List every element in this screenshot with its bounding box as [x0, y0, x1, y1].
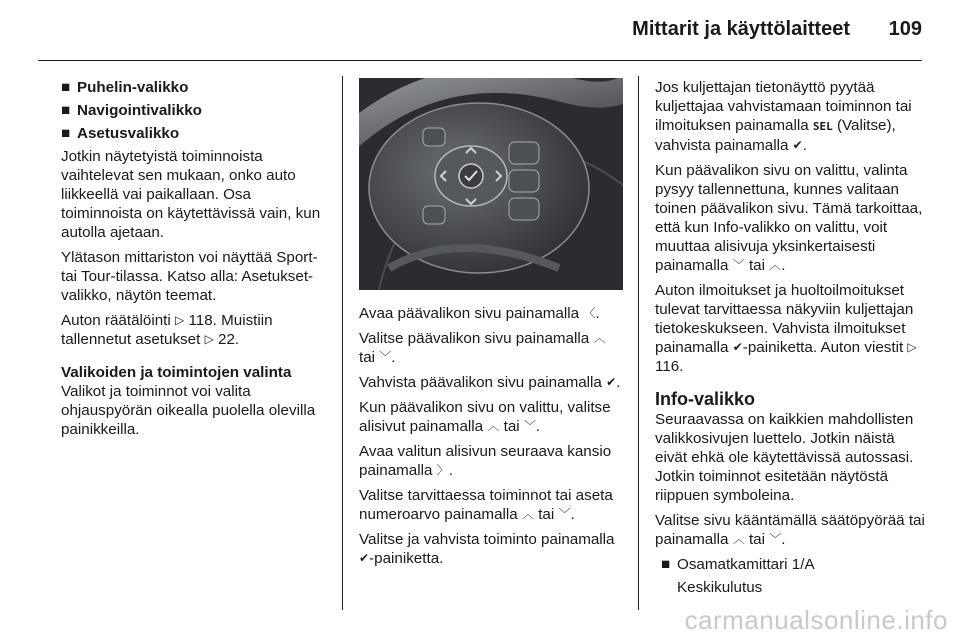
chevron-down-icon: ﹀	[379, 350, 392, 364]
chevron-up-icon: ︿	[521, 507, 534, 521]
page-reference-icon: ▷	[907, 340, 917, 354]
subheading: Valikoiden ja toimintojen valinta	[61, 364, 292, 381]
header-rule	[38, 60, 922, 61]
chevron-down-icon: ﹀	[732, 258, 745, 272]
column-divider-2	[638, 76, 639, 610]
column-1	[61, 78, 333, 445]
chevron-down-icon: ﹀	[558, 507, 571, 521]
checkmark-icon: ✔	[606, 375, 617, 389]
chevron-right-icon: 〉	[436, 463, 449, 477]
paragraph: Kun päävalikon sivu on valittu, valinta pysyy tallennettuna, kunnes valitaan toinen päävalikon sivu. Tämä tarkoittaa, että kun Info-valikko on valittu, voit muuttaa alisivuja yksinkertaisesti painamalla ﹀ tai ︿.	[655, 162, 923, 274]
column-3	[655, 78, 925, 597]
paragraph: Avaa päävalikon sivu painamalla 〈.	[359, 305, 600, 322]
checkmark-icon: ✔	[792, 138, 803, 152]
page-header	[0, 0, 960, 62]
bullet-square-icon: ■	[61, 79, 71, 96]
paragraph: Vahvista päävalikon sivu painamalla ✔.	[359, 374, 621, 391]
paragraph: Kun päävalikon sivu on valittu, valitse alisivut painamalla ︿ tai ﹀.	[359, 399, 611, 435]
paragraph: Valikot ja toiminnot voi valita ohjauspyörän oikealla puolella olevilla painikkeilla.	[61, 383, 316, 438]
paragraph: Jos kuljettajan tietonäyttö pyytää kuljettajaa vahvistamaan toiminnon tai ilmoituksen painamalla SEL (Valitse), vahvista painamalla ✔.	[655, 79, 912, 154]
list-item: ■ Navigointivalikko	[61, 102, 202, 119]
bullet-square-icon: ■	[61, 102, 71, 119]
list-item: ■ Puhelin-valikko	[61, 79, 189, 96]
steering-wheel-image	[359, 78, 623, 290]
paragraph: Valitse sivu kääntämällä säätöpyörää tai painamalla ︿ tai ﹀.	[655, 512, 925, 548]
chevron-down-icon: ﹀	[769, 532, 782, 546]
paragraph: Auton ilmoitukset ja huoltoilmoitukset tulevat tarvittaessa näkyviin kuljettajan tietokeskukseen. Vahvista ilmoitukset painamalla ✔-painiketta. Auton viestit ▷ 116.	[655, 282, 917, 375]
sel-button-label: SEL	[812, 120, 833, 133]
steering-wheel-illustration	[359, 78, 623, 290]
chevron-up-icon: ︿	[487, 419, 500, 433]
paragraph: Jotkin näytetyistä toiminnoista vaihtelevat sen mukaan, onko auto liikkeellä vai paikallaan. Osa toiminnoista on käytettävissä vain, kun autolla ajetaan.	[61, 148, 321, 241]
page-reference-icon: ▷	[175, 313, 185, 327]
column-divider-1	[342, 76, 343, 610]
checkmark-icon: ✔	[359, 551, 370, 565]
chevron-down-icon: ﹀	[523, 419, 536, 433]
page-title: Mittarit ja käyttölaitteet	[632, 18, 850, 40]
chevron-up-icon: ︿	[769, 258, 782, 272]
chevron-up-icon: ︿	[732, 532, 745, 546]
section-heading: Info-valikko	[655, 389, 756, 409]
checkmark-icon: ✔	[732, 340, 743, 354]
paragraph: Avaa valitun alisivun seuraava kansio painamalla 〉.	[359, 443, 612, 479]
list-item: ■ Osamatkamittari 1/A	[661, 556, 815, 573]
watermark: carmanualsonline.info	[684, 605, 948, 635]
page-number: 109	[888, 18, 922, 40]
page-reference-icon: ▷	[204, 332, 214, 346]
chevron-up-icon: ︿	[593, 331, 606, 345]
list-item: ■ Asetusvalikko	[61, 125, 180, 142]
bullet-square-icon: ■	[661, 556, 671, 573]
paragraph: Valitse ja vahvista toiminto painamalla ✔-painiketta.	[359, 531, 615, 567]
paragraph: Seuraavassa on kaikkien mahdollisten valikkosivujen luettelo. Jotkin näistä eivät ehkä ole käytettävissä autossasi. Jotkin toiminnot esitetään näytöstä riippuen symboleina.	[655, 411, 914, 504]
paragraph: Valitse päävalikon sivu painamalla ︿ tai ﹀.	[359, 330, 606, 366]
paragraph: Valitse tarvittaessa toiminnot tai aseta numeroarvo painamalla ︿ tai ﹀.	[359, 487, 613, 523]
column-2	[359, 78, 623, 574]
paragraph: Auton räätälöinti ▷ 118. Muistiin tallennetut asetukset ▷ 22.	[61, 312, 273, 348]
paragraph: Ylätason mittariston voi näyttää Sport- tai Tour-tilassa. Katso alla: Asetukset-valikko, näytön teemat.	[61, 249, 318, 304]
bullet-square-icon: ■	[61, 125, 71, 142]
list-item-sub: Keskikulutus	[677, 579, 763, 596]
chevron-left-icon: 〈	[583, 306, 596, 320]
